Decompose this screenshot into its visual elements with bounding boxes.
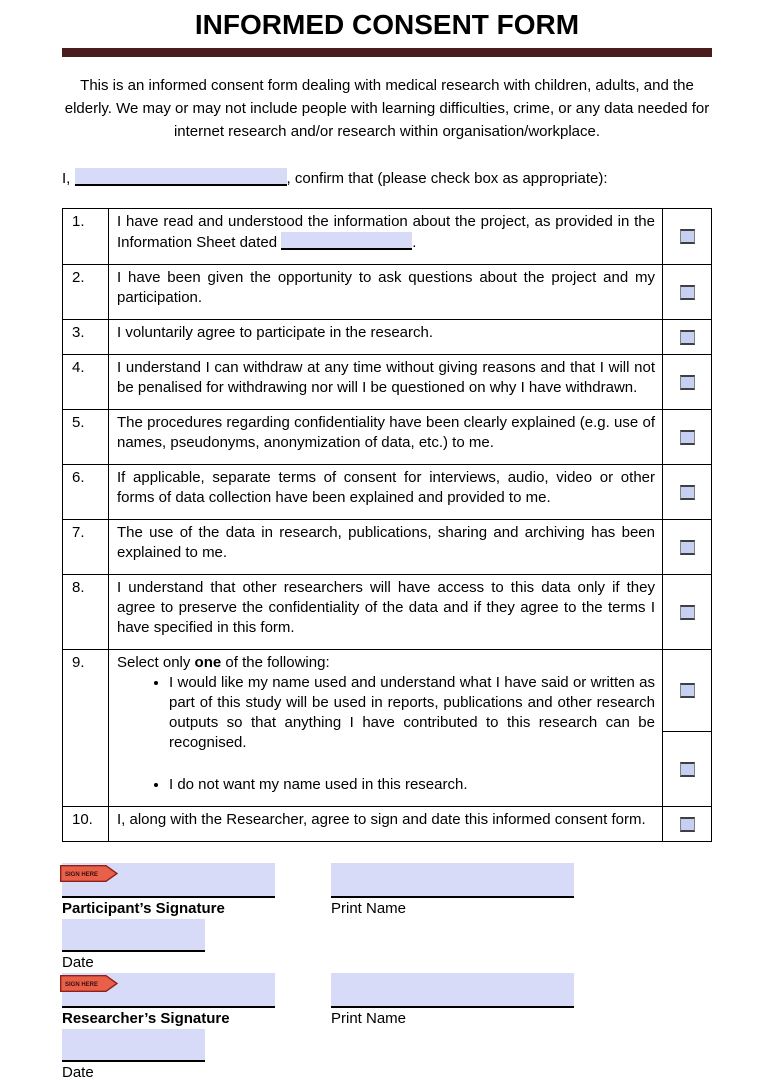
row-number: 5. <box>63 410 109 464</box>
researcher-signature-label: Researcher’s Signature <box>62 1010 230 1027</box>
researcher-date-label: Date <box>62 1064 94 1081</box>
table-row-6 <box>63 465 711 520</box>
checkbox-row-4[interactable] <box>680 375 695 390</box>
checkbox-cell <box>662 807 711 841</box>
consent-statement <box>62 168 712 189</box>
table-row-8 <box>63 575 711 650</box>
checkbox-cell <box>662 520 711 574</box>
participant-date-field[interactable] <box>62 919 205 952</box>
table-row-3 <box>63 320 711 355</box>
participant-signature-field[interactable] <box>62 863 275 898</box>
checkbox-row-6[interactable] <box>680 485 695 500</box>
row-text: I, along with the Researcher, agree to sign and date this informed consent form. <box>117 811 646 828</box>
sign-here-icon <box>60 865 118 882</box>
checkbox-subcell <box>663 650 711 732</box>
checkbox-row-7[interactable] <box>680 540 695 555</box>
checkbox-row-3[interactable] <box>680 330 695 345</box>
checkbox-cell <box>662 355 711 409</box>
consent-prefix: I, <box>62 170 71 187</box>
table-row-2 <box>63 265 711 320</box>
checkbox-cell-split <box>662 650 711 806</box>
row-9-lead-after: of the following: <box>221 654 330 671</box>
row-text: I have been given the opportunity to ask questions about the project and my participation. <box>117 269 655 306</box>
page-title: INFORMED CONSENT FORM <box>194 9 580 40</box>
intro-paragraph: This is an informed consent form dealing with medical research with children, adults, and the elderly. We may or may not include people with learning difficulties, crime, or any data needed for internet research and/or research within organisation/workplace. <box>64 77 710 140</box>
row-9-lead-bold: one <box>194 654 222 671</box>
participant-date-label: Date <box>62 954 94 971</box>
researcher-print-name-field[interactable] <box>331 973 574 1008</box>
checkbox-cell <box>662 410 711 464</box>
row-text: The use of the data in research, publications, sharing and archiving has been explained to me. <box>117 524 655 561</box>
checkbox-name-not-used[interactable] <box>680 762 695 777</box>
participant-print-name-label: Print Name <box>331 900 407 917</box>
checkbox-row-10[interactable] <box>680 817 695 832</box>
row-text: I understand I can withdraw at any time without giving reasons and that I will not be penalised for withdrawing nor will I be questioned on why I have withdrawn. <box>117 359 655 396</box>
table-row-1 <box>63 209 711 265</box>
consent-table <box>62 208 712 842</box>
table-row-7 <box>63 520 711 575</box>
row-number: 8. <box>63 575 109 649</box>
checkbox-row-8[interactable] <box>680 605 695 620</box>
row-number: 9. <box>63 650 109 806</box>
row-number: 1. <box>63 209 109 264</box>
title-divider-bar <box>62 48 712 57</box>
row-number: 4. <box>63 355 109 409</box>
table-row-5 <box>63 410 711 465</box>
row-text: I voluntarily agree to participate in the research. <box>117 324 434 341</box>
row-text: I understand that other researchers will have access to this data only if they agree to preserve the confidentiality of the data and if they agree to the terms I have specified in this form. <box>117 579 655 636</box>
researcher-signature-row <box>62 973 712 1082</box>
row-text: If applicable, separate terms of consent for interviews, audio, video or other forms of data collection have been explained and provided to me. <box>117 469 655 506</box>
row-text <box>109 650 662 806</box>
participant-name-field[interactable] <box>75 168 287 186</box>
checkbox-cell <box>662 209 711 264</box>
participant-signature-label: Participant’s Signature <box>62 900 225 917</box>
row-9-options <box>117 673 655 795</box>
sign-here-label: SIGN HERE <box>65 982 99 988</box>
checkbox-row-5[interactable] <box>680 430 695 445</box>
row-number: 2. <box>63 265 109 319</box>
participant-signature-row <box>62 863 712 972</box>
researcher-date-field[interactable] <box>62 1029 205 1062</box>
checkbox-row-2[interactable] <box>680 285 695 300</box>
consent-suffix: , confirm that (please check box as appropriate): <box>286 170 608 187</box>
signature-section <box>62 863 712 1082</box>
checkbox-cell <box>662 320 711 354</box>
row-number: 10. <box>63 807 109 841</box>
table-row-4 <box>63 355 711 410</box>
participant-print-name-field[interactable] <box>331 863 574 898</box>
checkbox-row-1[interactable] <box>680 229 695 244</box>
row-text <box>109 209 662 264</box>
checkbox-name-used[interactable] <box>680 683 695 698</box>
row-number: 3. <box>63 320 109 354</box>
row-1-text-after: . <box>412 234 417 251</box>
table-row-10 <box>63 807 711 841</box>
researcher-signature-field[interactable] <box>62 973 275 1008</box>
option-name-used: • I would like my name used and understand what I have said or written as part of this study will be used in reports, publications and other research outputs so that anything I have contributed to this research can be recognised. <box>169 673 655 753</box>
table-row-9 <box>63 650 711 807</box>
sign-here-label: SIGN HERE <box>65 872 99 878</box>
row-9-lead: Select only <box>117 654 195 671</box>
checkbox-cell <box>662 265 711 319</box>
row-number: 6. <box>63 465 109 519</box>
information-sheet-date-field[interactable] <box>281 232 412 250</box>
row-number: 7. <box>63 520 109 574</box>
row-text: The procedures regarding confidentiality have been clearly explained (e.g. use of names, pseudonyms, anonymization of data, etc.) to me. <box>117 414 655 451</box>
checkbox-cell <box>662 465 711 519</box>
checkbox-subcell <box>663 732 711 806</box>
row-1-text: I have read and understood the information about the project, as provided in the Information Sheet dated <box>117 213 655 251</box>
checkbox-cell <box>662 575 711 649</box>
sign-here-icon <box>60 975 118 992</box>
option-name-not-used: • I do not want my name used in this research. <box>169 775 655 795</box>
researcher-print-name-label: Print Name <box>331 1010 407 1027</box>
